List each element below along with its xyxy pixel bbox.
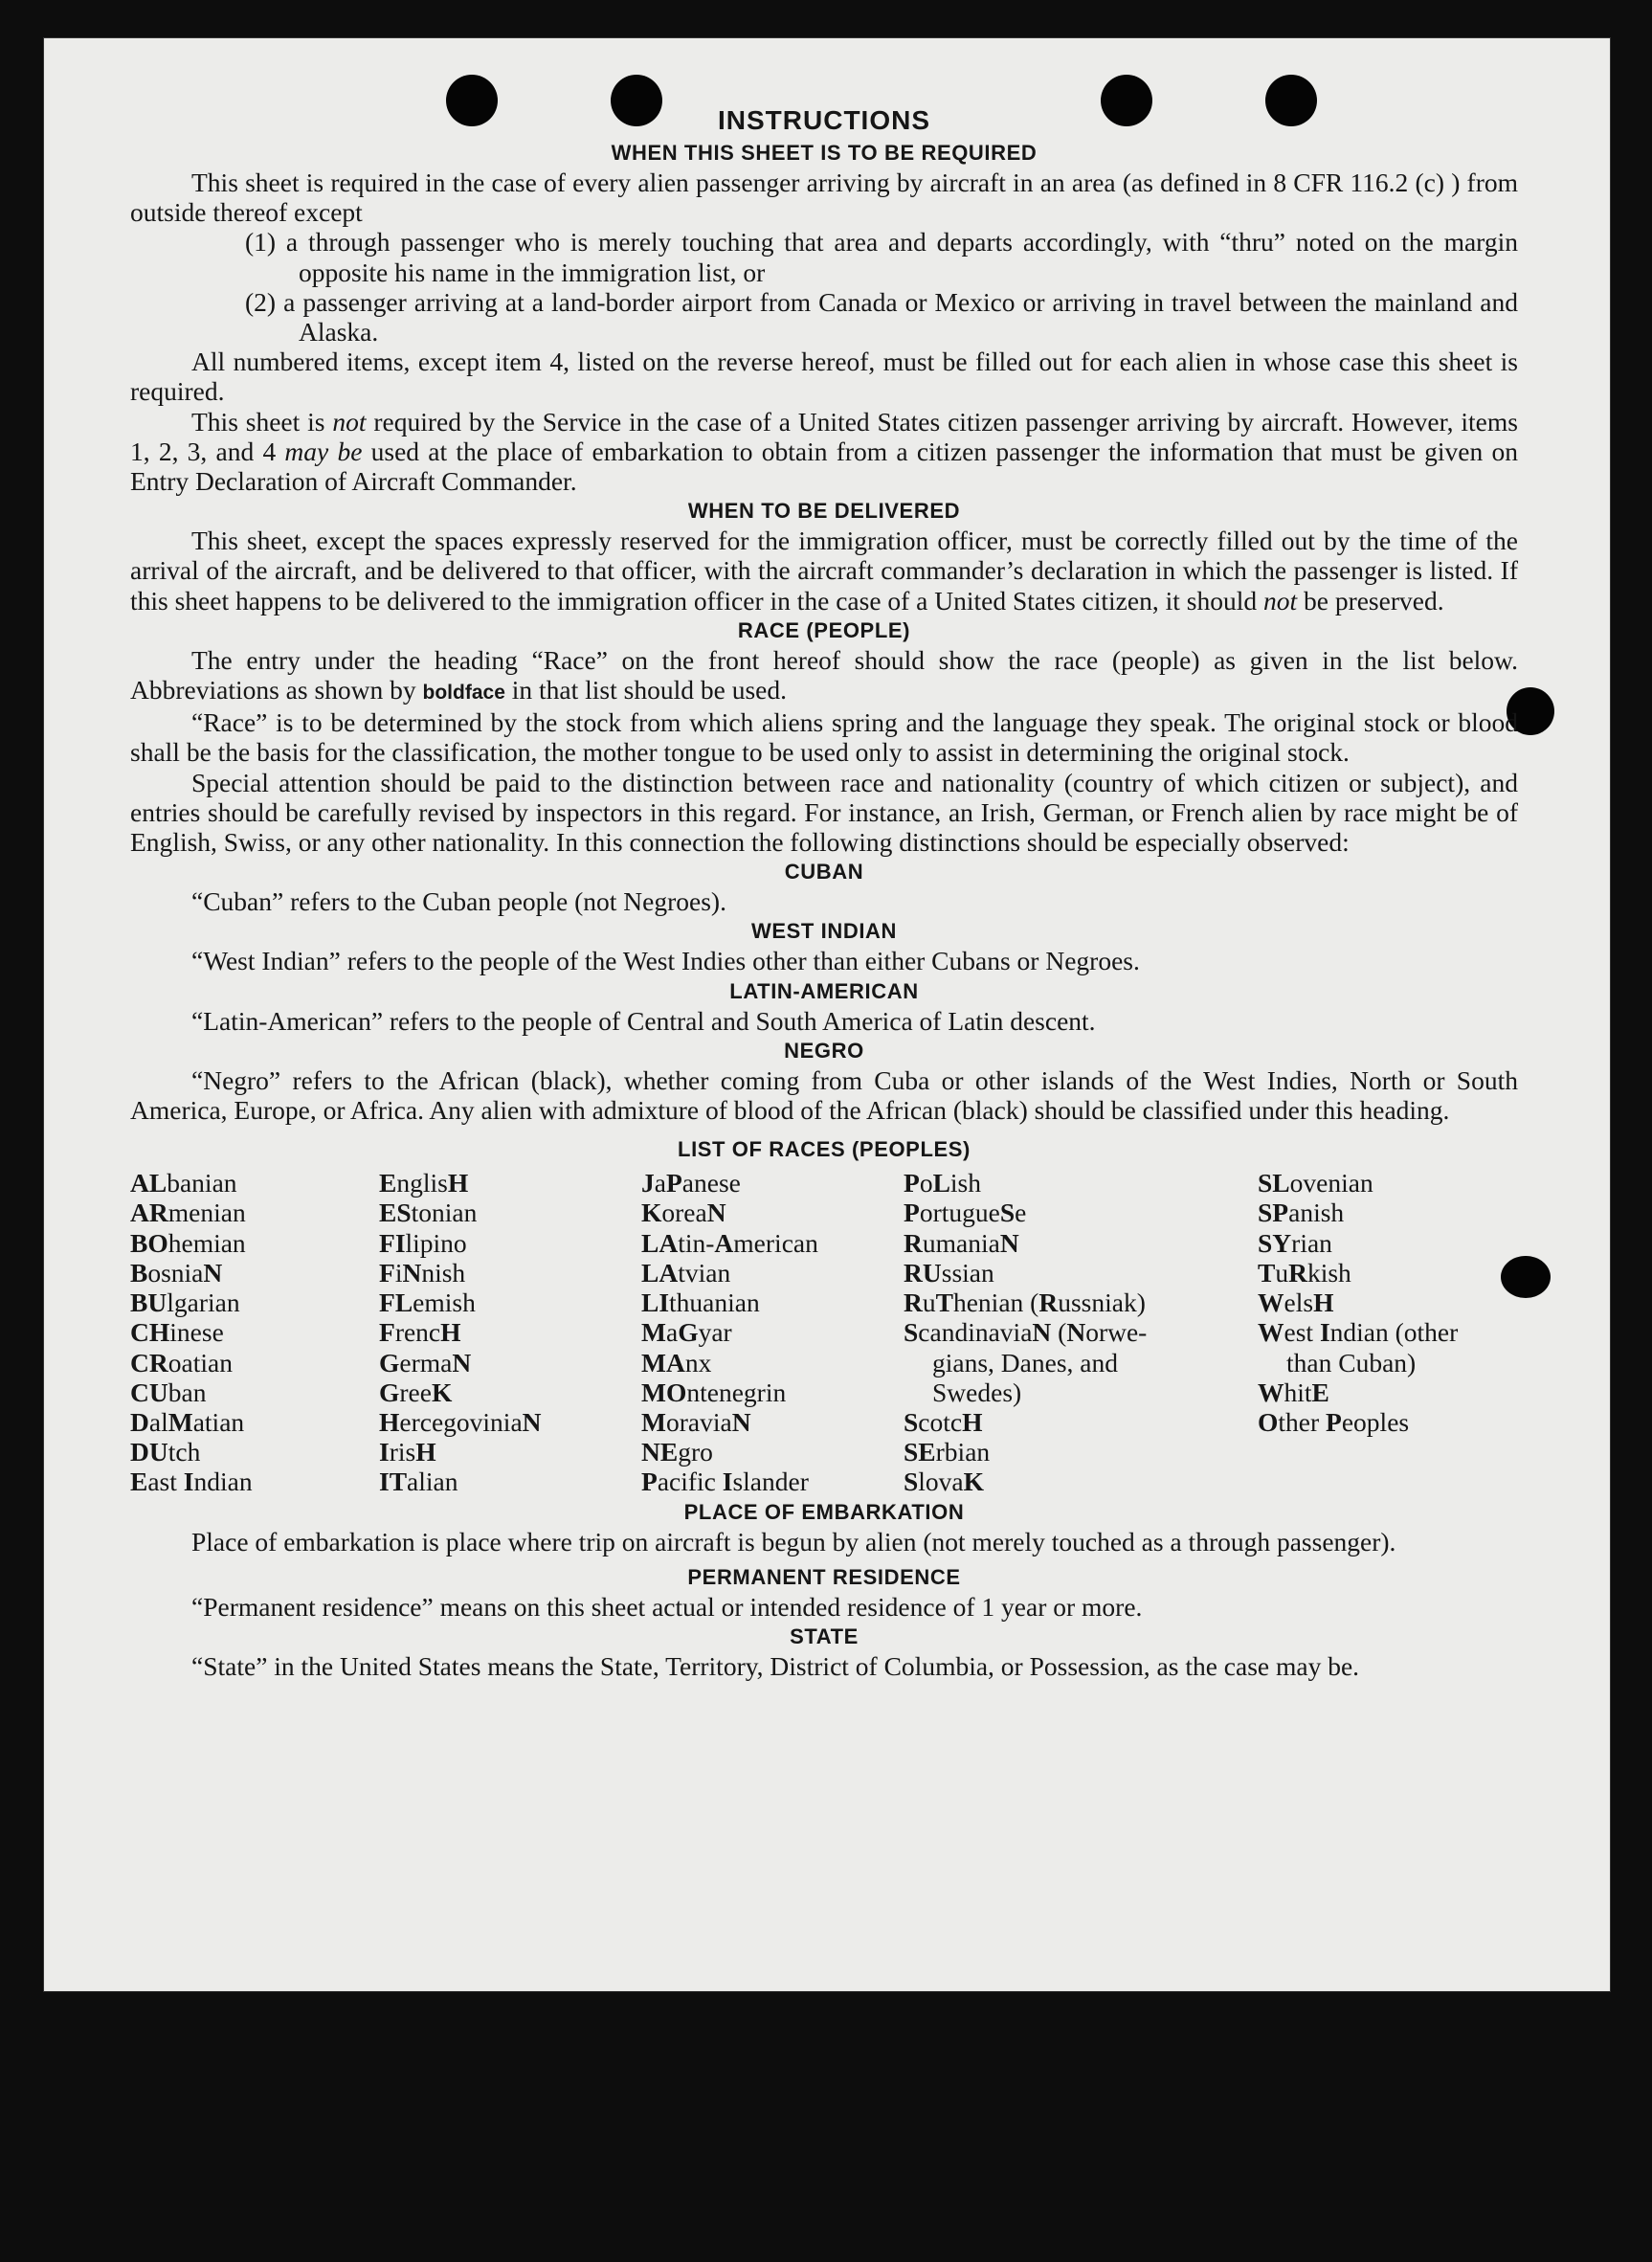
race-entry: ALbanian xyxy=(130,1168,237,1198)
race-paragraph-3: Special attention should be paid to the distinction between race and nationality (country of which citizen or subject), and entries should be carefully revised by inspectors in this regard. For instance, an Irish, German, or French alien by race might be of English, Swiss, or any other nationality. In this connection the following distinctions should be especially observed: xyxy=(130,767,1518,858)
race-entry: WhitE xyxy=(1258,1377,1329,1407)
race-entry: LAtvian xyxy=(641,1257,731,1288)
race-entry: FLemish xyxy=(379,1288,476,1318)
race-entry: than Cuban) xyxy=(1286,1347,1417,1377)
section-heading-west-indian: WEST INDIAN xyxy=(750,919,898,944)
race-entry: IrisH xyxy=(379,1437,436,1467)
west-indian-definition: “West Indian” refers to the people of the West Indies other than either Cubans or Negroes. xyxy=(191,946,1140,976)
race-entry: SlovaK xyxy=(904,1467,985,1497)
race-entry: West Indian (other xyxy=(1258,1317,1459,1348)
race-entry: BUlgarian xyxy=(130,1288,240,1318)
race-entry: KoreaN xyxy=(641,1198,726,1228)
section-heading-negro: NEGRO xyxy=(784,1038,864,1063)
race-entry: ScandinaviaN (Norwe- xyxy=(904,1317,1148,1348)
section-heading-cuban: CUBAN xyxy=(784,860,864,885)
race-entry: MOntenegrin xyxy=(641,1377,787,1407)
race-entry: RUssian xyxy=(904,1257,994,1288)
race-paragraph-1: The entry under the heading “Race” on the front hereof should show the race (people) as given in the list below. Abbreviations as shown by boldface in that list should be used. xyxy=(130,644,1518,705)
race-entry: LIthuanian xyxy=(641,1288,760,1318)
race-entry: GermaN xyxy=(379,1347,472,1377)
race-entry: WelsH xyxy=(1258,1288,1334,1318)
state-definition: “State” in the United States means the State, Territory, District of Columbia, or Possession, as the case may be. xyxy=(191,1650,1360,1681)
race-entry: HercegoviniaN xyxy=(379,1406,542,1437)
race-entry: Pacific Islander xyxy=(641,1467,809,1497)
numbered-items-paragraph: All numbered items, except item 4, listed on the reverse hereof, must be filled out for each alien in whose case this sheet is required. xyxy=(130,347,1518,407)
residence-definition: “Permanent residence” means on this sheet actual or intended residence of 1 year or more. xyxy=(191,1591,1143,1622)
race-paragraph-2: “Race” is to be determined by the stock from which aliens spring and the language they speak. The original stock or blood shall be the basis for the classification, the mother tongue to be used only to assist in determining the original stock. xyxy=(130,707,1518,768)
race-entry: CRoatian xyxy=(130,1347,233,1377)
section-heading-residence: PERMANENT RESIDENCE xyxy=(687,1564,961,1589)
embarkation-definition: Place of embarkation is place where trip on aircraft is begun by alien (not merely touched as a through passenger). xyxy=(191,1526,1396,1557)
race-entry: LAtin-American xyxy=(641,1227,818,1258)
races-column-2 xyxy=(379,1168,641,1496)
race-entry: RumaniaN xyxy=(904,1227,1019,1258)
section-heading-delivered: WHEN TO BE DELIVERED xyxy=(687,499,961,524)
section-heading-embarkation: PLACE OF EMBARKATION xyxy=(683,1499,965,1524)
races-list xyxy=(130,1168,1518,1496)
cuban-definition: “Cuban” refers to the Cuban people (not Negroes). xyxy=(191,886,726,917)
race-entry: SYrian xyxy=(1258,1227,1332,1258)
exception-item-1: (1) a through passenger who is merely touching that area and departs accordingly, with “thru” noted on the margin opposite his name in the immigration list, or xyxy=(245,227,1518,287)
required-paragraph: This sheet is required in the case of every alien passenger arriving by aircraft in an area (as defined in 8 CFR 116.2 (c) ) from outside thereof except xyxy=(130,168,1518,228)
race-entry: MoraviaN xyxy=(641,1406,751,1437)
instructions-content xyxy=(130,103,1518,1681)
race-entry: DUtch xyxy=(130,1437,201,1467)
race-entry: ITalian xyxy=(379,1467,458,1497)
race-entry: Swedes) xyxy=(932,1377,1022,1407)
section-heading-race: RACE (PEOPLE) xyxy=(737,617,911,642)
race-entry: GreeK xyxy=(379,1377,453,1407)
section-heading-required: WHEN THIS SHEET IS TO BE REQUIRED xyxy=(611,141,1038,165)
race-entry: DalMatian xyxy=(130,1406,245,1437)
race-entry: TuRkish xyxy=(1258,1257,1351,1288)
delivered-paragraph: This sheet, except the spaces expressly reserved for the immigration officer, must be correctly filled out by the time of the arrival of the aircraft, and be delivered to that officer, with the aircraft commander’s declaration in which the passenger is listed. If this sheet happens to be delivered to the immigration officer in the case of a United States citizen, it should not be preserved. xyxy=(130,526,1518,616)
section-heading-latin-american: LATIN-AMERICAN xyxy=(729,978,919,1003)
race-entry: SLovenian xyxy=(1258,1168,1373,1198)
races-column-1 xyxy=(130,1168,379,1496)
race-entry: MaGyar xyxy=(641,1317,732,1348)
race-entry: East Indian xyxy=(130,1467,253,1497)
race-entry: EnglisH xyxy=(379,1168,469,1198)
race-entry: PortugueSe xyxy=(904,1198,1027,1228)
exception-item-2: (2) a passenger arriving at a land-border airport from Canada or Mexico or arriving in travel between the mainland and Alaska. xyxy=(245,286,1518,347)
section-heading-list-of-races: LIST OF RACES (PEOPLES) xyxy=(678,1137,971,1162)
race-entry: FIlipino xyxy=(379,1227,467,1258)
race-entry: gians, Danes, and xyxy=(932,1347,1118,1377)
race-entry: PoLish xyxy=(904,1168,981,1198)
races-column-5 xyxy=(1258,1168,1518,1496)
race-entry: CUban xyxy=(130,1377,207,1407)
race-entry: EStonian xyxy=(379,1198,478,1228)
race-entry: MAnx xyxy=(641,1347,712,1377)
negro-definition: “Negro” refers to the African (black), whether coming from Cuba or other islands of the West Indies, North or South America, Europe, or Africa. Any alien with admixture of blood of the African (black) should be classified under this heading. xyxy=(130,1064,1518,1126)
race-entry: ARmenian xyxy=(130,1198,246,1228)
citizen-paragraph: This sheet is not required by the Service in the case of a United States citizen passenger arriving by aircraft. However, items 1, 2, 3, and 4 may be used at the place of embarkation to obtain from a citizen passenger the information that must be given on Entry Declaration of Aircraft Commander. xyxy=(130,406,1518,497)
race-entry: SPanish xyxy=(1258,1198,1345,1228)
section-heading-state: STATE xyxy=(790,1624,859,1648)
race-entry: NEgro xyxy=(641,1437,713,1467)
race-entry: ScotcH xyxy=(904,1406,983,1437)
race-entry: SErbian xyxy=(904,1437,991,1467)
race-entry: BOhemian xyxy=(130,1227,246,1258)
race-entry: FiNnish xyxy=(379,1257,466,1288)
race-entry: FrencH xyxy=(379,1317,461,1348)
latin-american-definition: “Latin-American” refers to the people of Central and South America of Latin descent. xyxy=(191,1005,1096,1036)
race-entry: CHinese xyxy=(130,1317,224,1348)
race-entry: Other Peoples xyxy=(1258,1406,1410,1437)
race-entry: RuThenian (Russniak) xyxy=(904,1288,1146,1318)
race-entry: JaPanese xyxy=(641,1168,741,1198)
races-column-4 xyxy=(904,1168,1258,1496)
page-title: INSTRUCTIONS xyxy=(718,105,930,135)
race-entry: BosniaN xyxy=(130,1257,223,1288)
races-column-3 xyxy=(641,1168,904,1496)
